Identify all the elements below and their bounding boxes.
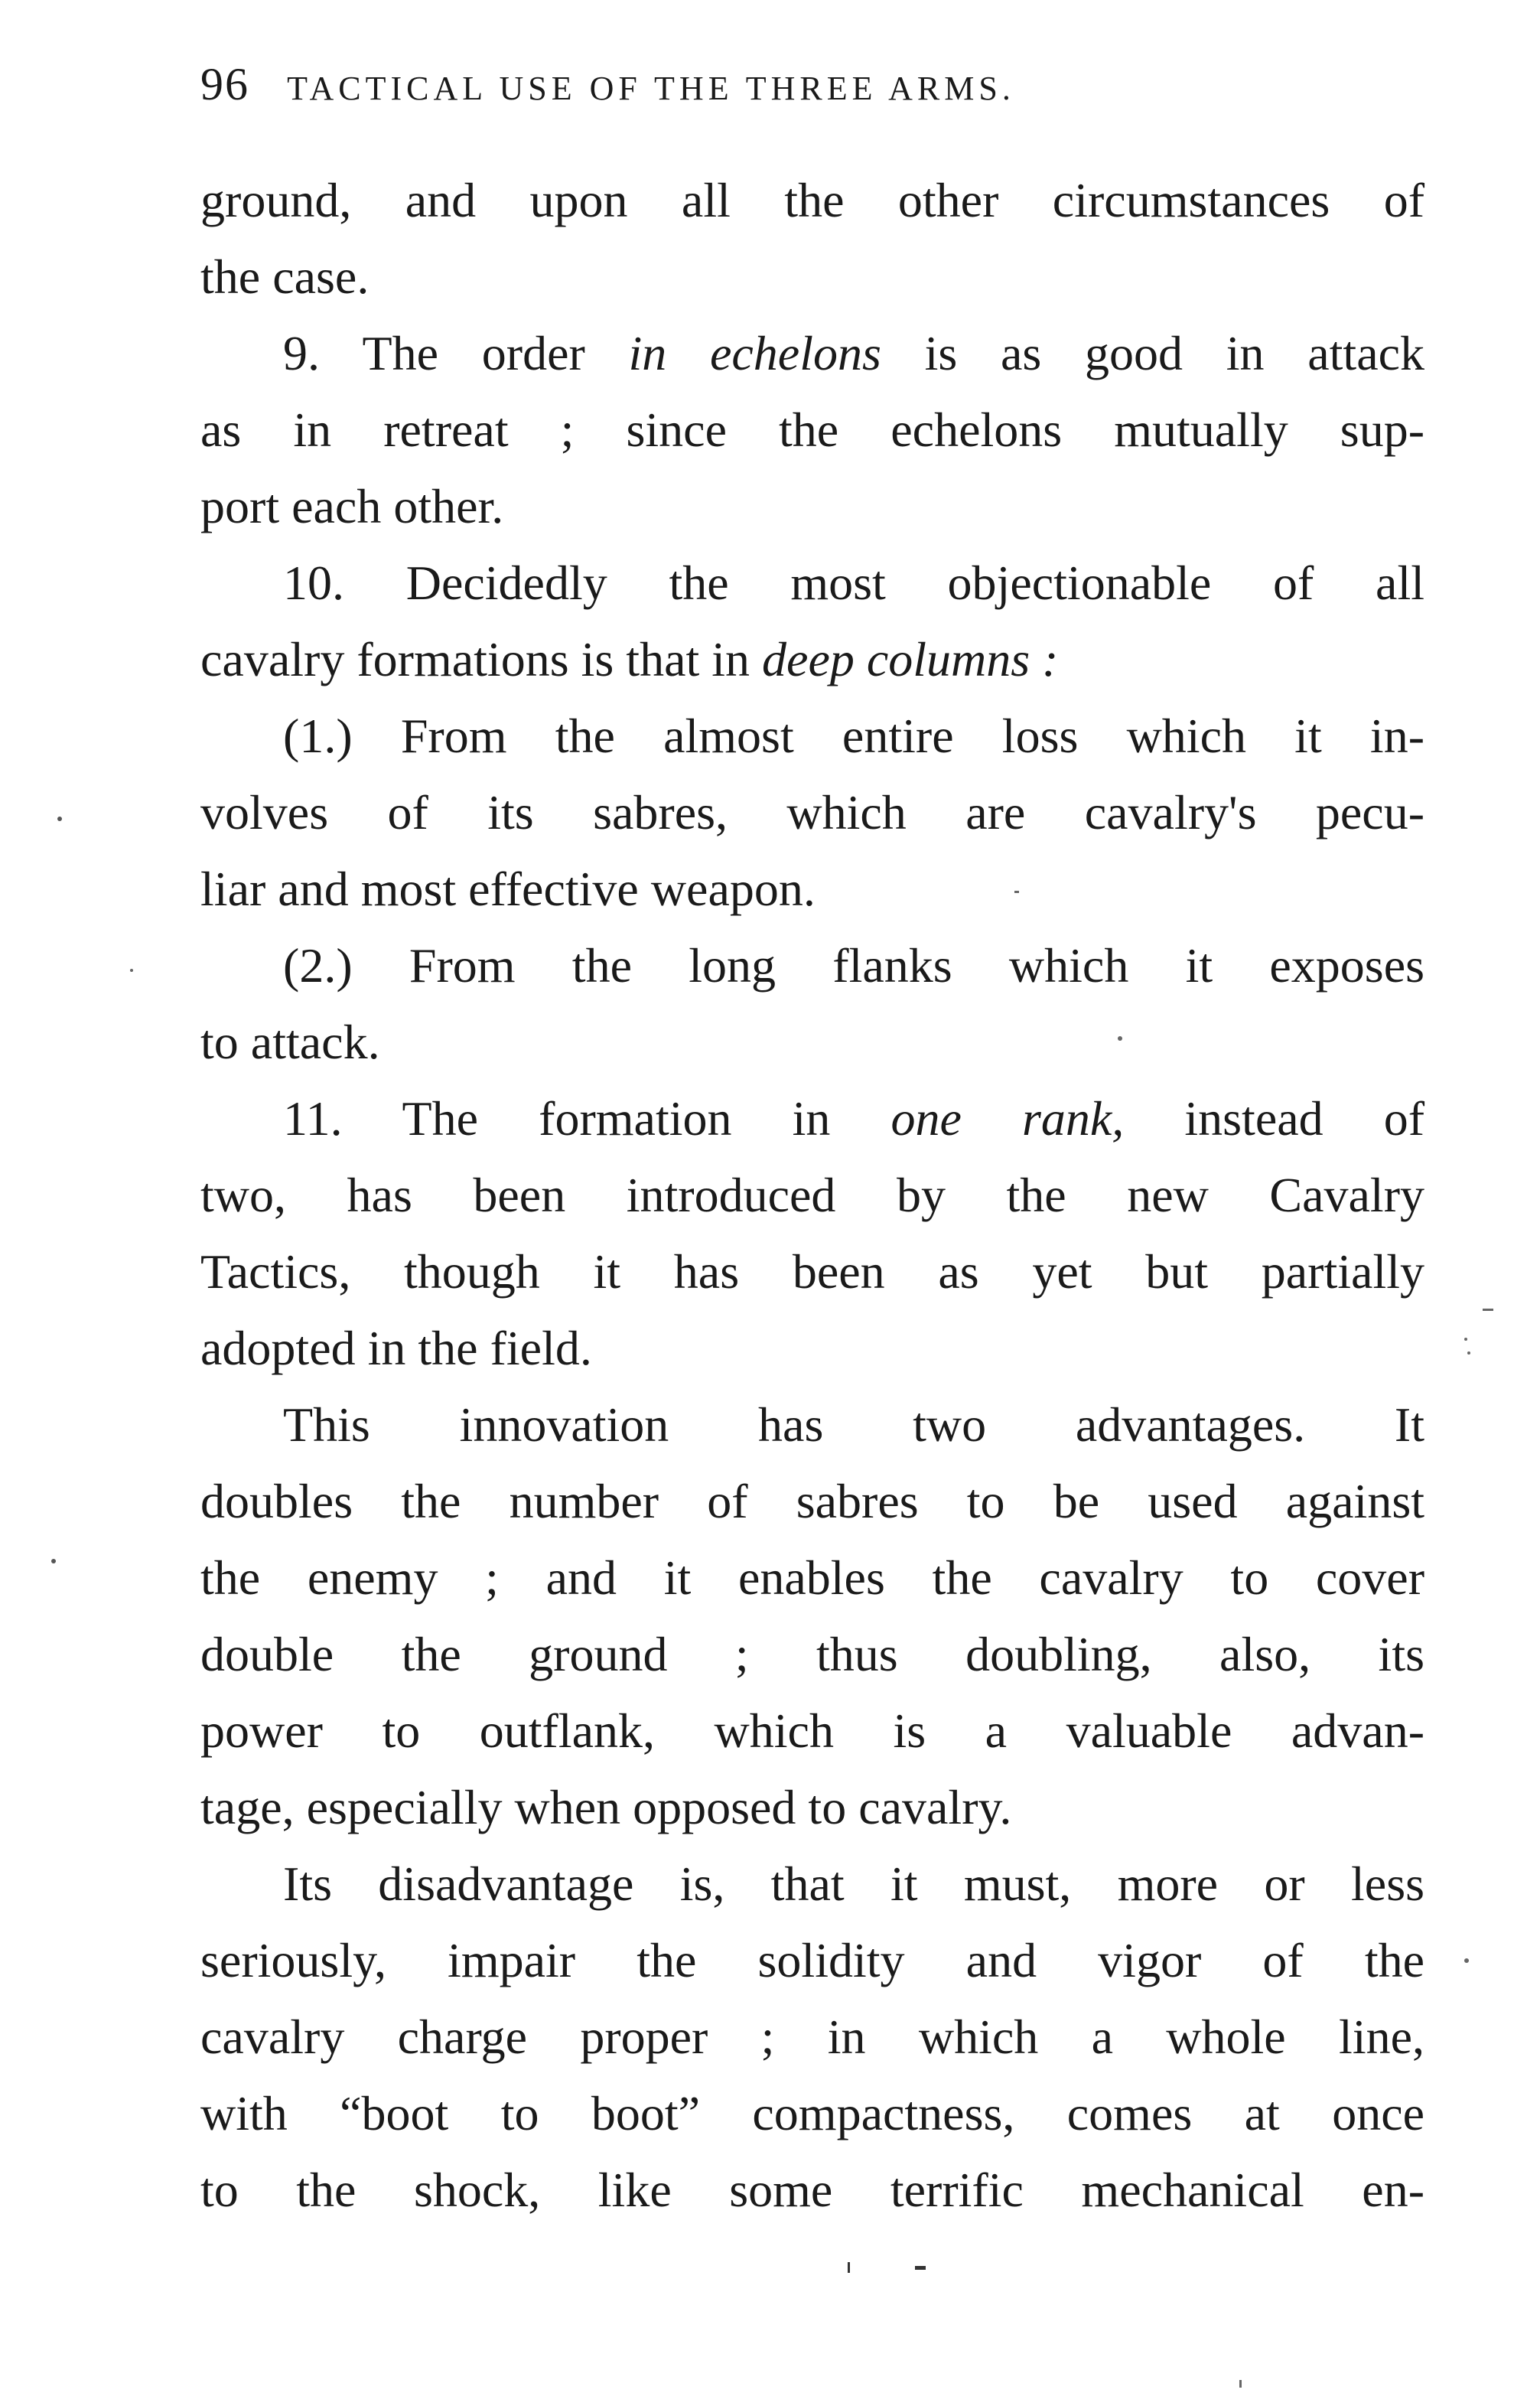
speck [1464, 1958, 1469, 1963]
text-line: seriously, impair the solidity and vigor of the [200, 1933, 1424, 1987]
speck [51, 1559, 56, 1563]
text-line: (1.) From the almost entire loss which it in- [283, 709, 1424, 763]
speck [57, 817, 62, 821]
text-line: power to outflank, which is a valuable advan- [200, 1703, 1424, 1758]
text-line: Tactics, though it has been as yet but partially [200, 1244, 1424, 1299]
page-number: 96 [200, 59, 249, 109]
text-line: This innovation has two advantages. It [283, 1397, 1424, 1452]
text-line: port each other. [200, 479, 504, 533]
text-line: volves of its sabres, which are cavalry's pecu- [200, 785, 1424, 839]
text-line: cavalry charge proper ; in which a whole line, [200, 2010, 1424, 2064]
text-line: 10. Decidedly the most objectionable of all [283, 556, 1424, 610]
speck [1467, 1351, 1470, 1355]
text-line: doubles the number of sabres to be used against [200, 1474, 1424, 1528]
text-line: with “boot to boot” compactness, comes at once [200, 2086, 1424, 2140]
italic-term: one rank, [890, 1091, 1125, 1146]
speck [130, 969, 133, 972]
text-line: adopted in the field. [200, 1321, 592, 1375]
text-line: double the ground ; thus doubling, also, its [200, 1627, 1424, 1681]
text-line: two, has been introduced by the new Cavalry [200, 1168, 1424, 1222]
text-line: liar and most effective weapon. [200, 862, 816, 916]
text-line: ground, and upon all the other circumstances of [200, 173, 1424, 227]
text-line: (2.) From the long flanks which it exposes [283, 938, 1424, 993]
line-segment: instead of [1124, 1091, 1425, 1146]
italic-term: in echelons [628, 326, 881, 380]
text-line: as in retreat ; since the echelons mutually sup- [200, 403, 1424, 457]
text-line: Its disadvantage is, that it must, more or less [283, 1857, 1424, 1911]
speck [848, 2262, 850, 2273]
line-segment: 9. The order [283, 326, 629, 380]
line-segment: cavalry formations is that in [200, 632, 763, 686]
body-text [200, 162, 1424, 2228]
text-line [200, 621, 1424, 698]
line-segment: 11. The formation in [283, 1091, 891, 1146]
page-header [200, 58, 1424, 127]
running-head: TACTICAL USE OF THE THREE ARMS. [287, 70, 1015, 107]
speck [1483, 1309, 1493, 1311]
speck [1239, 2380, 1242, 2388]
text-line [200, 315, 1424, 392]
speck [1464, 1338, 1467, 1341]
text-line: to attack. [200, 1015, 380, 1069]
text-line [200, 1081, 1424, 1157]
text-line: the enemy ; and it enables the cavalry to cover [200, 1550, 1424, 1605]
speck [915, 2266, 926, 2270]
text-line: to the shock, like some terrific mechanical en- [200, 2163, 1424, 2217]
italic-term: deep columns : [762, 632, 1059, 686]
text-line: tage, especially when opposed to cavalry. [200, 1780, 1012, 1834]
text-line: the case. [200, 249, 370, 304]
line-segment: is as good in attack [881, 326, 1425, 380]
